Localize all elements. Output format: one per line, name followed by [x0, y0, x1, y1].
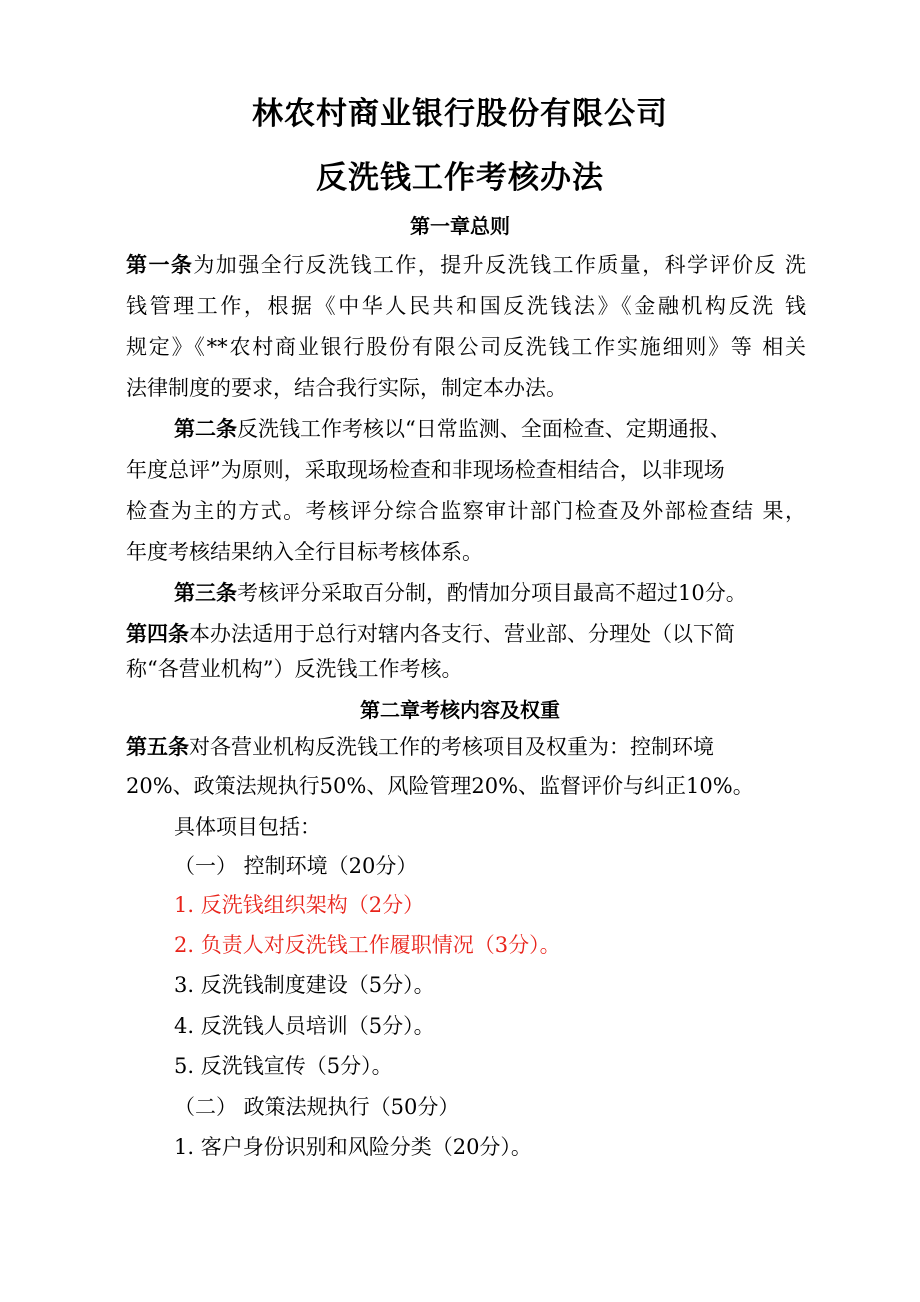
- article-3-text-1: 考核评分采取百分制，酌情加分项目最高不超过10分。: [237, 581, 747, 605]
- article-2-line-3: 检查为主的方式。考核评分综合监察审计部门检查及外部检查结 果，: [126, 499, 806, 523]
- section-1-item-2: 2. 负责人对反洗钱工作履职情况（3分）。: [174, 933, 561, 957]
- article-4-label: 第四条: [126, 622, 189, 646]
- section-1-item-5: 5. 反洗钱宣传（5分）。: [174, 1054, 393, 1078]
- section-2-item-1: 1. 客户身份识别和风险分类（20分）。: [174, 1135, 532, 1159]
- article-4-text-1: 本办法适用于总行对辖内各支行、营业部、分理处（以下简: [189, 622, 735, 646]
- article-1-label: 第一条: [126, 253, 194, 277]
- article-5-label: 第五条: [126, 735, 189, 759]
- article-4-line-2: 称“各营业机构”）反洗钱工作考核。: [126, 657, 463, 681]
- article-2-line-1: [174, 414, 731, 444]
- section-1-item-4: 4. 反洗钱人员培训（5分）。: [174, 1014, 435, 1038]
- article-2-label: 第二条: [174, 417, 237, 441]
- section-2-heading: （二） 政策法规执行（50分）: [174, 1095, 460, 1119]
- article-1-line-2: 钱管理工作，根据《中华人民共和国反洗钱法》《金融机构反洗 钱: [126, 294, 806, 318]
- article-1-line-3: 规定》《**农村商业银行股份有限公司反洗钱工作实施细则》等 相关: [126, 335, 806, 359]
- article-5-line-2: 20%、政策法规执行50%、风险管理20%、监督评价与纠正10%。: [126, 774, 754, 798]
- article-2-line-4: 年度考核结果纳入全行目标考核体系。: [126, 540, 483, 564]
- section-1-item-3: 3. 反洗钱制度建设（5分）。: [174, 973, 435, 997]
- article-2-text-1: 反洗钱工作考核以“日常监测、全面检查、定期通报、: [237, 417, 731, 441]
- document-title-line2: 反洗钱工作考核办法: [316, 160, 604, 196]
- article-5-line-1: [126, 732, 714, 762]
- article-3-line-1: [174, 578, 747, 608]
- items-intro: 具体项目包括：: [174, 815, 321, 839]
- section-1-item-1: 1. 反洗钱组织架构（2分）: [174, 893, 425, 917]
- article-3-label: 第三条: [174, 581, 237, 605]
- article-1-text-1: 为加强全行反洗钱工作，提升反洗钱工作质量，科学评价反 洗: [193, 253, 806, 277]
- chapter-2-heading: 第二章考核内容及权重: [360, 698, 560, 722]
- article-1-line-4: 法律制度的要求，结合我行实际，制定本办法。: [126, 376, 567, 400]
- section-1-heading: （一） 控制环境（20分）: [174, 854, 418, 878]
- article-5-text-1: 对各营业机构反洗钱工作的考核项目及权重为：控制环境: [189, 735, 714, 759]
- chapter-1-heading: 第一章总则: [410, 214, 510, 238]
- document-title-line1: 林农村商业银行股份有限公司: [252, 96, 668, 132]
- article-4-line-1: [126, 619, 735, 649]
- article-1-line-1: [126, 250, 806, 280]
- article-2-line-2: 年度总评”为原则，采取现场检查和非现场检查相结合，以非现场: [126, 458, 725, 482]
